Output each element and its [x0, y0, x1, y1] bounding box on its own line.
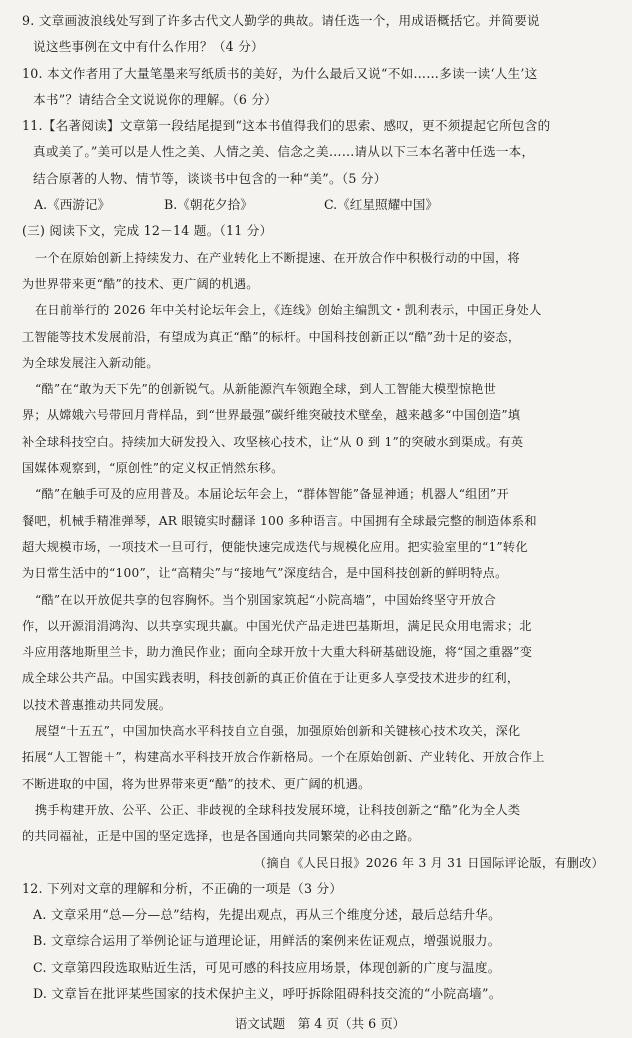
article-line: 斗应用落地斯里兰卡，助力渔民作业；面向全球开放十大重大科研基础设施，将“国之重器”变: [22, 645, 533, 660]
article-line: 成全球公共产品。中国实践表明，科技创新的真正价值在于让更多人享受技术进步的红利，: [22, 671, 520, 686]
article-line: 补全球科技空白。持续加大研发投入、攻坚核心技术，让“从 0 到 1”的突破水到渠成。有英: [22, 434, 524, 449]
article-line: 为日常生活中的“100”，让“高精尖”与“接地气”深度结合，是中国科技创新的鲜明特点。: [22, 566, 508, 581]
article-line: 工智能等技术发展前沿，有望成为真正“酷”的标杆。中国科技创新正以“酷”劲十足的姿态，: [22, 329, 521, 344]
article-line: 的共同福祉，正是中国的坚定选择，也是各国通向共同繁荣的必由之路。: [22, 829, 420, 844]
article-line: “酷”在以开放促共享的包容胸怀。当个别国家筑起“小院高墙”，中国始终坚守开放合: [35, 592, 496, 607]
question-text-line: 真或美了。”美可以是人性之美、人情之美、信念之美……请从以下三本名著中任选一本，: [33, 144, 535, 160]
question-12-stem: 12. 下列对文章的理解和分析，不正确的一项是（3 分）: [22, 880, 343, 896]
article-line: “酷”在“敢为天下先”的创新锐气。从新能源汽车领跑全球，到人工智能大模型惊艳世: [35, 382, 496, 397]
option-a: A.《西游记》: [34, 197, 111, 213]
question-11-options: [22, 192, 618, 218]
page-footer: 语文试题 第 4 页（共 6 页）: [234, 1016, 406, 1032]
article-line: 在日前举行的 2026 年中关村论坛年会上，《连线》创始主编凯文・凯利表示，中国正身处人: [35, 303, 542, 318]
article-line: 展望“十五五”，中国加快高水平科技自立自强，加强原始创新和关键核心技术攻关，深化: [35, 724, 521, 739]
article-line: 国媒体观察到，“原创性”的定义权正悄然东移。: [22, 461, 284, 476]
article-line: 餐吧，机械手精准弹琴，AR 眼镜实时翻译 100 多种语言。中国拥有全球最完整的制造体系和: [22, 513, 537, 528]
choice-b: B. 文章综合运用了举例论证与道理论证，用鲜活的案例来佐证观点，增强说服力。: [33, 933, 501, 949]
section-3-heading: (三) 阅读下文，完成 12－14 题。（11 分）: [22, 223, 273, 239]
article-line: “酷”在触手可及的应用普及。本届论坛年会上，“群体智能”备显神通；机器人“组团”开: [35, 487, 509, 502]
article-line: 超大规模市场，一项技术一旦可行，便能快速完成迭代与规模化应用。把实验室里的“1”转化: [22, 539, 528, 554]
choice-a: A. 文章采用“总—分—总”结构，先提出观点，再从三个维度分述，最后总结升华。: [33, 907, 501, 923]
article-line: 一个在原始创新上持续发力、在产业转化上不断提速、在开放合作中积极行动的中国，将: [35, 250, 520, 265]
choice-c: C. 文章第四段选取贴近生活，可见可感的科技应用场景，体现创新的广度与温度。: [33, 959, 501, 975]
question-12: [22, 876, 618, 1007]
question-text-line: 说这些事例在文中有什么作用？（4 分）: [33, 39, 264, 55]
article-line: 携手构建开放、公平、公正、非歧视的全球科技发展环境，让科技创新之“酷”化为全人类: [35, 802, 521, 817]
question-text-line: 10. 本文作者用了大量笔墨来写纸质书的美好，为什么最后又说“不如……多读一读‘人生’这: [22, 65, 538, 81]
article-line: 界；从嫦娥六号带回月背样品，到“世界最强”碳纤维突破技术壁垒，越来越多“中国创造”填: [22, 408, 521, 423]
article-line: 拓展“人工智能＋”，构建高水平科技开放合作新格局。一个在原始创新、产业转化、开放合作上: [22, 750, 545, 765]
question-9: [22, 8, 618, 61]
option-b: B.《朝花夕拾》: [164, 197, 253, 213]
choice-d: D. 文章旨在批评某些国家的技术保护主义，呼吁拆除阻碍科技交流的“小院高墙”。: [33, 985, 502, 1001]
article-source: （摘自《人民日报》2026 年 3 月 31 日国际评论版，有删改）: [253, 855, 604, 870]
question-11: [22, 113, 618, 218]
question-10: [22, 61, 618, 114]
article-line: 不断进取的中国，将为世界带来更“酷”的技术、更广阔的机遇。: [22, 776, 371, 791]
question-text-line: 结合原著的人物、情节等，谈谈书中包含的一种“美”。（5 分）: [33, 170, 387, 186]
question-text-line: 本书”？请结合全文说说你的理解。（6 分）: [33, 91, 278, 107]
article-line: 作，以开源涓涓鸿沟、以共享实现共赢。中国光伏产品走进巴基斯坦，满足民众用电需求；北: [22, 618, 532, 633]
article: [22, 245, 618, 876]
option-c: C.《红星照耀中国》: [324, 197, 438, 213]
article-line: 为全球发展注入新动能。: [22, 355, 159, 370]
article-line: 为世界带来更“酷”的技术、更广阔的机遇。: [22, 276, 259, 291]
question-text-line: 11.【名著阅读】文章第一段结尾提到“这本书值得我们的思索、感叹，更不须提起它所包含的: [22, 118, 551, 134]
article-line: 以技术普惠推动共同发展。: [22, 697, 172, 712]
question-text-line: 9. 文章画波浪线处写到了许多古代文人勤学的典故。请任选一个，用成语概括它。并简要说: [22, 13, 540, 28]
